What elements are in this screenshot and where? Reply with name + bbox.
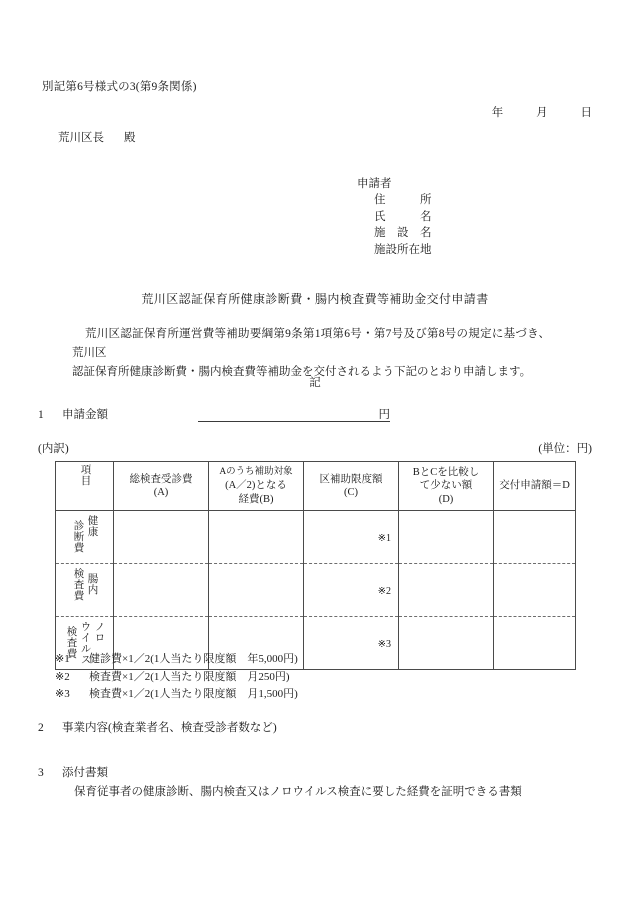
cell-row2-col-c-note: ※2 [377,586,391,597]
date-year-label: 年 [491,107,504,119]
addressee-honorific: 殿 [124,132,136,144]
item-2-label: 事業内容(検査業者名、検査受診者数など) [62,722,277,734]
addressee [58,129,136,145]
item-3 [38,764,522,802]
row-label-norovirus-left: 検査費 [65,626,77,659]
table-row [56,564,576,617]
document-title: 荒川区認証保育所健康診断費・腸内検査費等補助金交付申請書 [141,292,489,306]
header-col-d [399,462,494,511]
breakdown-table [55,461,576,670]
footnote-2-mark: ※2 [55,670,70,683]
item-3-heading [38,767,108,779]
cell-row2-col-c[interactable] [304,564,399,617]
header-item [56,462,114,511]
header-col-c [304,462,399,511]
cell-row2-col-a[interactable] [114,564,209,617]
row-label-health-checkup [56,511,114,564]
row-label-intestinal-left: 検査費 [72,568,84,601]
application-amount-unit: 円 [378,409,390,421]
header-col-e [494,462,576,511]
item-2 [38,719,277,735]
row-label-intestinal-exam [56,564,114,617]
applicant-name-label: 氏 名 [374,210,432,223]
header-col-a-line1: 総検査受診費 [129,473,193,485]
footnote-1-mark: ※1 [55,653,70,665]
row-label-intestinal-right: 腸内 [86,573,98,595]
cell-row1-col-c[interactable] [304,511,399,564]
row-label-health-left: 診断費 [72,520,84,553]
cell-row1-col-d[interactable] [399,511,494,564]
header-item-vertical: 項目 [79,464,91,486]
body-line-2: 認証保育所健康診断費・腸内検査費等補助金を交付されるよう下記のとおり申請します。 [72,366,532,378]
header-col-a-line2: (A) [153,487,169,498]
footnote-2 [55,669,298,687]
applicant-block [357,176,432,258]
cell-row2-col-e[interactable] [494,564,576,617]
breakdown-unit-note: (単位：円) [538,443,592,455]
header-col-d-line1: BとCを比較し [412,466,480,478]
item-1-number: 1 [38,409,44,421]
form-number: 別記第6号様式の3(第9条関係) [42,81,197,93]
addressee-name: 荒川区長 [58,132,104,144]
date-month-label: 月 [536,107,548,119]
cell-row1-col-b[interactable] [209,511,304,564]
applicant-facility-name-label: 施 設 名 [374,227,432,240]
breakdown-table-wrapper [55,461,575,670]
body-line-1: 荒川区認証保育所運営費等補助要綱第9条第1項第6号・第7号及び第8号の規定に基づき、荒川区 [72,328,550,359]
applicant-facility-address-label: 施設所在地 [374,243,432,256]
table-row [56,511,576,564]
header-col-b-line2: (A／2)となる [225,480,287,492]
cell-row1-col-e[interactable] [494,511,576,564]
footnote-3-text: 検査費×1／2(1人当たり限度額 月1,500円) [89,688,298,700]
cell-row3-col-c-note: ※3 [377,639,391,650]
cell-row2-col-d[interactable] [399,564,494,617]
cell-row1-col-c-note: ※1 [377,533,391,544]
cell-row3-col-c[interactable] [304,617,399,670]
cell-row3-col-d[interactable] [399,617,494,670]
header-col-e-label: 交付申請額＝D [499,480,570,492]
header-col-a [114,462,209,511]
header-col-b-line3: 経費(B) [238,493,274,505]
date-line [0,104,592,120]
row-label-norovirus-right: ノロ [93,621,105,643]
cell-row3-col-e[interactable] [494,617,576,670]
item-3-number: 3 [38,767,44,779]
cell-row2-col-b[interactable] [209,564,304,617]
header-col-c-line2: (C) [344,487,358,498]
header-col-c-line1: 区補助限度額 [319,473,383,485]
table-header-row [56,462,576,511]
item-2-number: 2 [38,722,44,734]
item-1 [38,406,108,422]
footnote-1 [55,651,298,669]
row-label-health-right: 健康 [86,515,98,537]
header-col-b-line1: Aのうち補助対象 [219,466,293,477]
cell-row1-col-a[interactable] [114,511,209,564]
item-3-detail: 保育従事者の健康診断、腸内検査又はノロウイルス検査に要した経費を証明できる書類 [74,786,522,798]
item-1-label: 申請金額 [62,409,108,421]
footnote-1-text: 健診費×1／2(1人当たり限度額 年5,000円) [89,653,298,665]
footnote-2-text: 検査費×1／2(1人当たり限度額 月250円) [89,670,290,683]
footnote-3-mark: ※3 [55,688,70,700]
header-col-b [209,462,304,511]
header-col-d-line3: (D) [438,493,454,505]
header-col-d-line2: て少ない額 [419,480,473,492]
row-label-norovirus-mid: ウイルス [79,621,91,665]
footnotes [55,651,298,704]
footnote-3 [55,686,298,704]
date-day-label: 日 [580,107,592,119]
breakdown-label: (内訳) [38,443,69,455]
applicant-heading: 申請者 [357,178,392,190]
application-amount-field[interactable] [198,406,390,422]
item-3-label: 添付書類 [62,767,108,779]
ki-marker: 記 [309,377,321,389]
applicant-address-label: 住 所 [374,194,432,207]
